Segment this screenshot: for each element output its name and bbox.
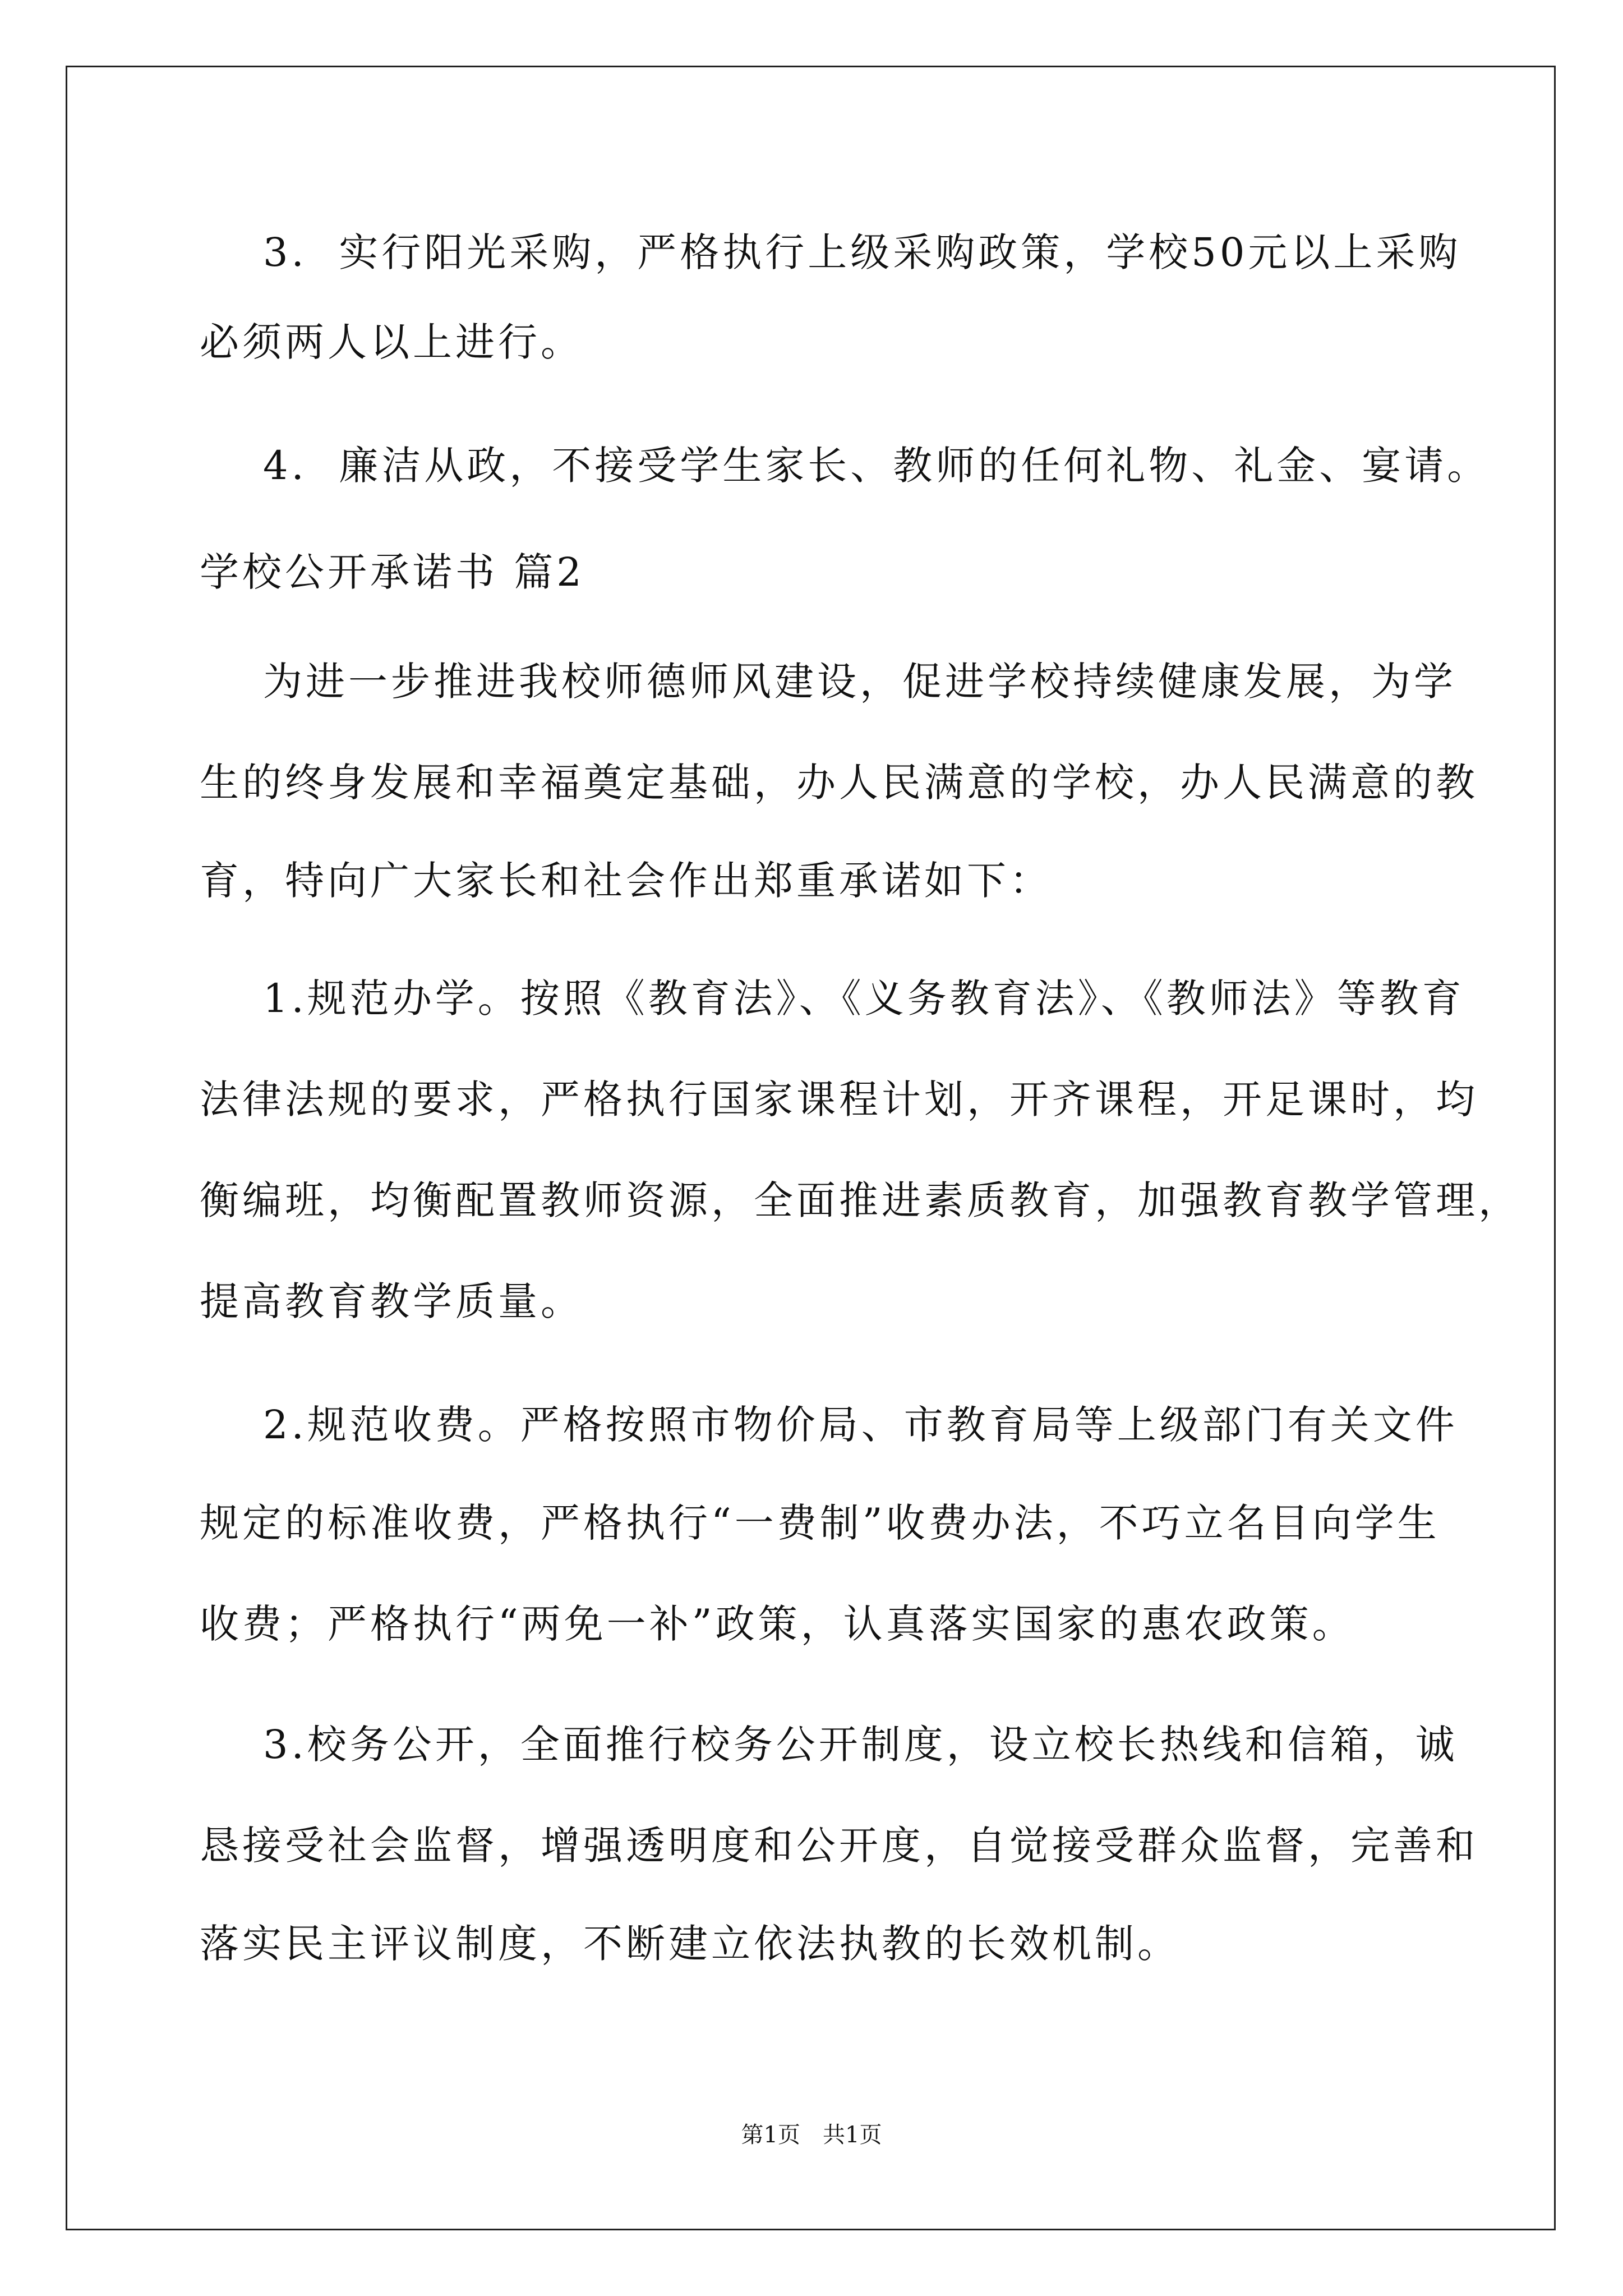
text-line: 1.规范办学。按照《教育法》、《义务教育法》、《教师法》等教育 — [200, 976, 1465, 1022]
text-line: 规定的标准收费，严格执行“一费制”收费办法，不巧立名目向学生 — [200, 1500, 1440, 1546]
text-line: 3. 实行阳光采购，严格执行上级采购政策，学校50元以上采购 — [200, 229, 1461, 275]
text-line: 2.规范收费。严格按照市物价局、市教育局等上级部门有关文件 — [200, 1402, 1458, 1448]
text-line: 为进一步推进我校师德师风建设，促进学校持续健康发展，为学 — [200, 659, 1457, 705]
text-line: 法律法规的要求，严格执行国家课程计划，开齐课程，开足课时，均 — [200, 1076, 1478, 1122]
page-number-footer: 第1页 共1页 — [741, 2122, 882, 2148]
text-line: 3.校务公开，全面推行校务公开制度，设立校长热线和信箱，诚 — [200, 1722, 1458, 1768]
text-line: 4. 廉洁从政，不接受学生家长、教师的任何礼物、礼金、宴请。 — [200, 443, 1490, 489]
text-line: 必须两人以上进行。 — [200, 319, 583, 365]
text-line: 收费；严格执行“两免一补”政策，认真落实国家的惠农政策。 — [200, 1601, 1355, 1647]
text-line: 恳接受社会监督，增强透明度和公开度，自觉接受群众监督，完善和 — [200, 1823, 1478, 1869]
text-line: 生的终身发展和幸福奠定基础，办人民满意的学校，办人民满意的教 — [200, 760, 1478, 806]
text-line: 衡编班，均衡配置教师资源，全面推进素质教育，加强教育教学管理， — [200, 1177, 1521, 1223]
text-line: 育，特向广大家长和社会作出郑重承诺如下： — [200, 858, 1052, 904]
text-line: 落实民主评议制度，不断建立依法执教的长效机制。 — [200, 1921, 1180, 1967]
text-line: 提高教育教学质量。 — [200, 1278, 583, 1324]
section-heading: 学校公开承诺书 篇2 — [200, 549, 585, 595]
page-border — [66, 66, 1556, 2230]
